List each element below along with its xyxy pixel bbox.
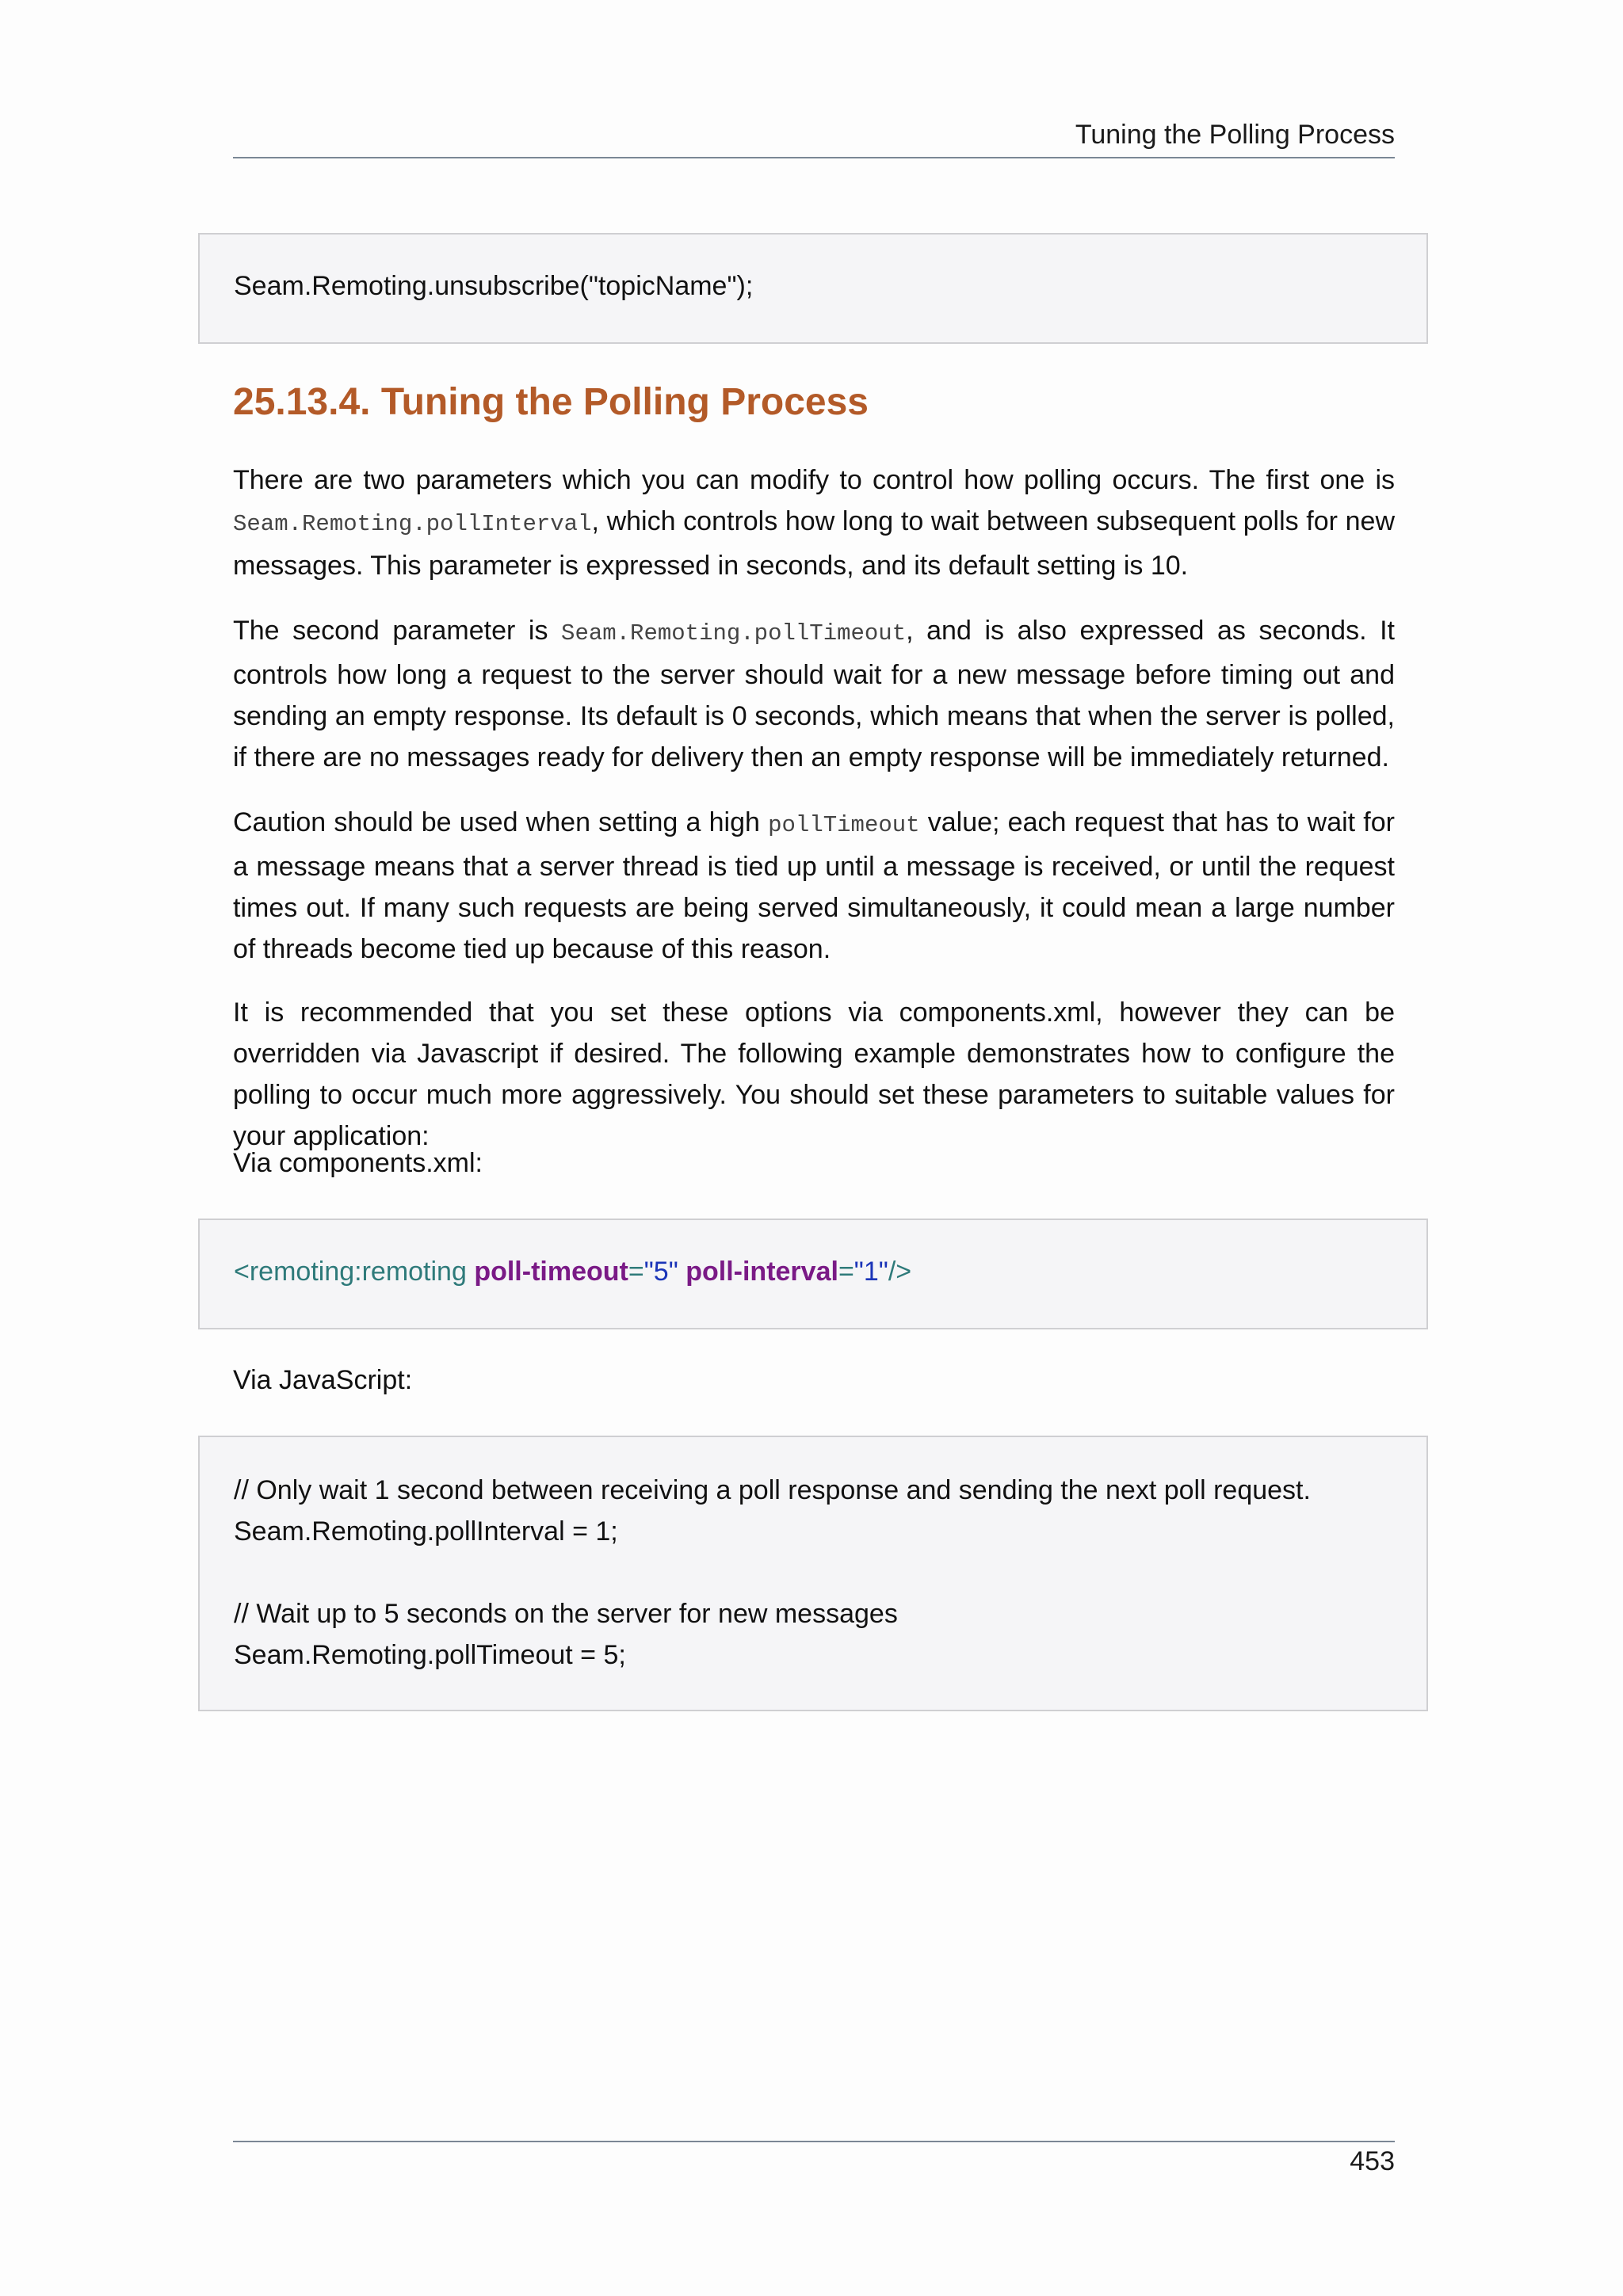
xml-attr-poll-timeout: poll-timeout bbox=[474, 1257, 628, 1287]
code-statement: Seam.Remoting.pollInterval = 1; bbox=[234, 1516, 618, 1547]
paragraph-poll-timeout bbox=[233, 610, 1395, 778]
xml-space bbox=[467, 1257, 474, 1287]
code-blank-line bbox=[234, 1552, 1426, 1593]
text-run: , and is also expressed as seconds. It controls how long a request to the server should wait for a new message before timing out and sending an empty response. Its default is 0 seconds, which means that when the server is polled, if there are no messages ready for delivery then an empty response will be immediately returned. bbox=[233, 616, 1395, 772]
xml-attr-poll-interval: poll-interval bbox=[685, 1257, 838, 1287]
code-block-javascript bbox=[198, 1436, 1428, 1711]
code-line-xml bbox=[234, 1251, 1426, 1292]
header-divider bbox=[233, 157, 1395, 158]
xml-tag-close: /> bbox=[888, 1257, 912, 1287]
inline-code: Seam.Remoting.pollInterval bbox=[233, 511, 592, 537]
text-run: value; each request that has to wait for a message means that a server thread is tied up until a message is received, or until the request times out. If many such requests are being served simultaneously, it could mean a large number of threads become tied up because of this reason. bbox=[233, 807, 1395, 964]
paragraph-caution bbox=[233, 802, 1395, 970]
code-line: Seam.Remoting.unsubscribe("topicName"); bbox=[234, 271, 754, 301]
page-number: 453 bbox=[1350, 2146, 1395, 2176]
xml-tag-open: <remoting:remoting bbox=[234, 1257, 467, 1287]
xml-space bbox=[678, 1257, 685, 1287]
paragraph-recommendation: It is recommended that you set these options via components.xml, however they can be overridden via Javascript if desired. The following example demonstrates how to configure the polling to occur much more aggressively. You should set these parameters to suitable values for your application: bbox=[233, 997, 1395, 1151]
text-run: , which controls how long to wait between subsequent polls for new messages. This parameter is expressed in seconds, and its default setting is 10. bbox=[233, 506, 1395, 581]
paragraph-via-javascript: Via JavaScript: bbox=[233, 1365, 413, 1395]
running-header: Tuning the Polling Process bbox=[1075, 120, 1395, 150]
section-heading: 25.13.4. Tuning the Polling Process bbox=[233, 381, 869, 423]
xml-value-interval: "1" bbox=[854, 1257, 888, 1287]
code-comment: // Wait up to 5 seconds on the server for new messages bbox=[234, 1599, 898, 1629]
text-run: The second parameter is bbox=[233, 616, 562, 646]
inline-code: pollTimeout bbox=[768, 812, 920, 838]
text-run: There are two parameters which you can modify to control how polling occurs. The first one is bbox=[233, 465, 1395, 495]
code-block-xml bbox=[198, 1219, 1428, 1329]
xml-equals: = bbox=[628, 1257, 644, 1287]
code-block-unsubscribe bbox=[198, 233, 1428, 344]
xml-equals: = bbox=[838, 1257, 854, 1287]
xml-value-timeout: "5" bbox=[643, 1257, 678, 1287]
paragraph-poll-interval bbox=[233, 460, 1395, 586]
code-statement: Seam.Remoting.pollTimeout = 5; bbox=[234, 1640, 626, 1670]
text-run: Caution should be used when setting a high bbox=[233, 807, 769, 837]
paragraph-via-components-xml: Via components.xml: bbox=[233, 1148, 483, 1178]
code-comment: // Only wait 1 second between receiving a poll response and sending the next poll request. bbox=[234, 1475, 1311, 1505]
inline-code: Seam.Remoting.pollTimeout bbox=[561, 620, 907, 646]
